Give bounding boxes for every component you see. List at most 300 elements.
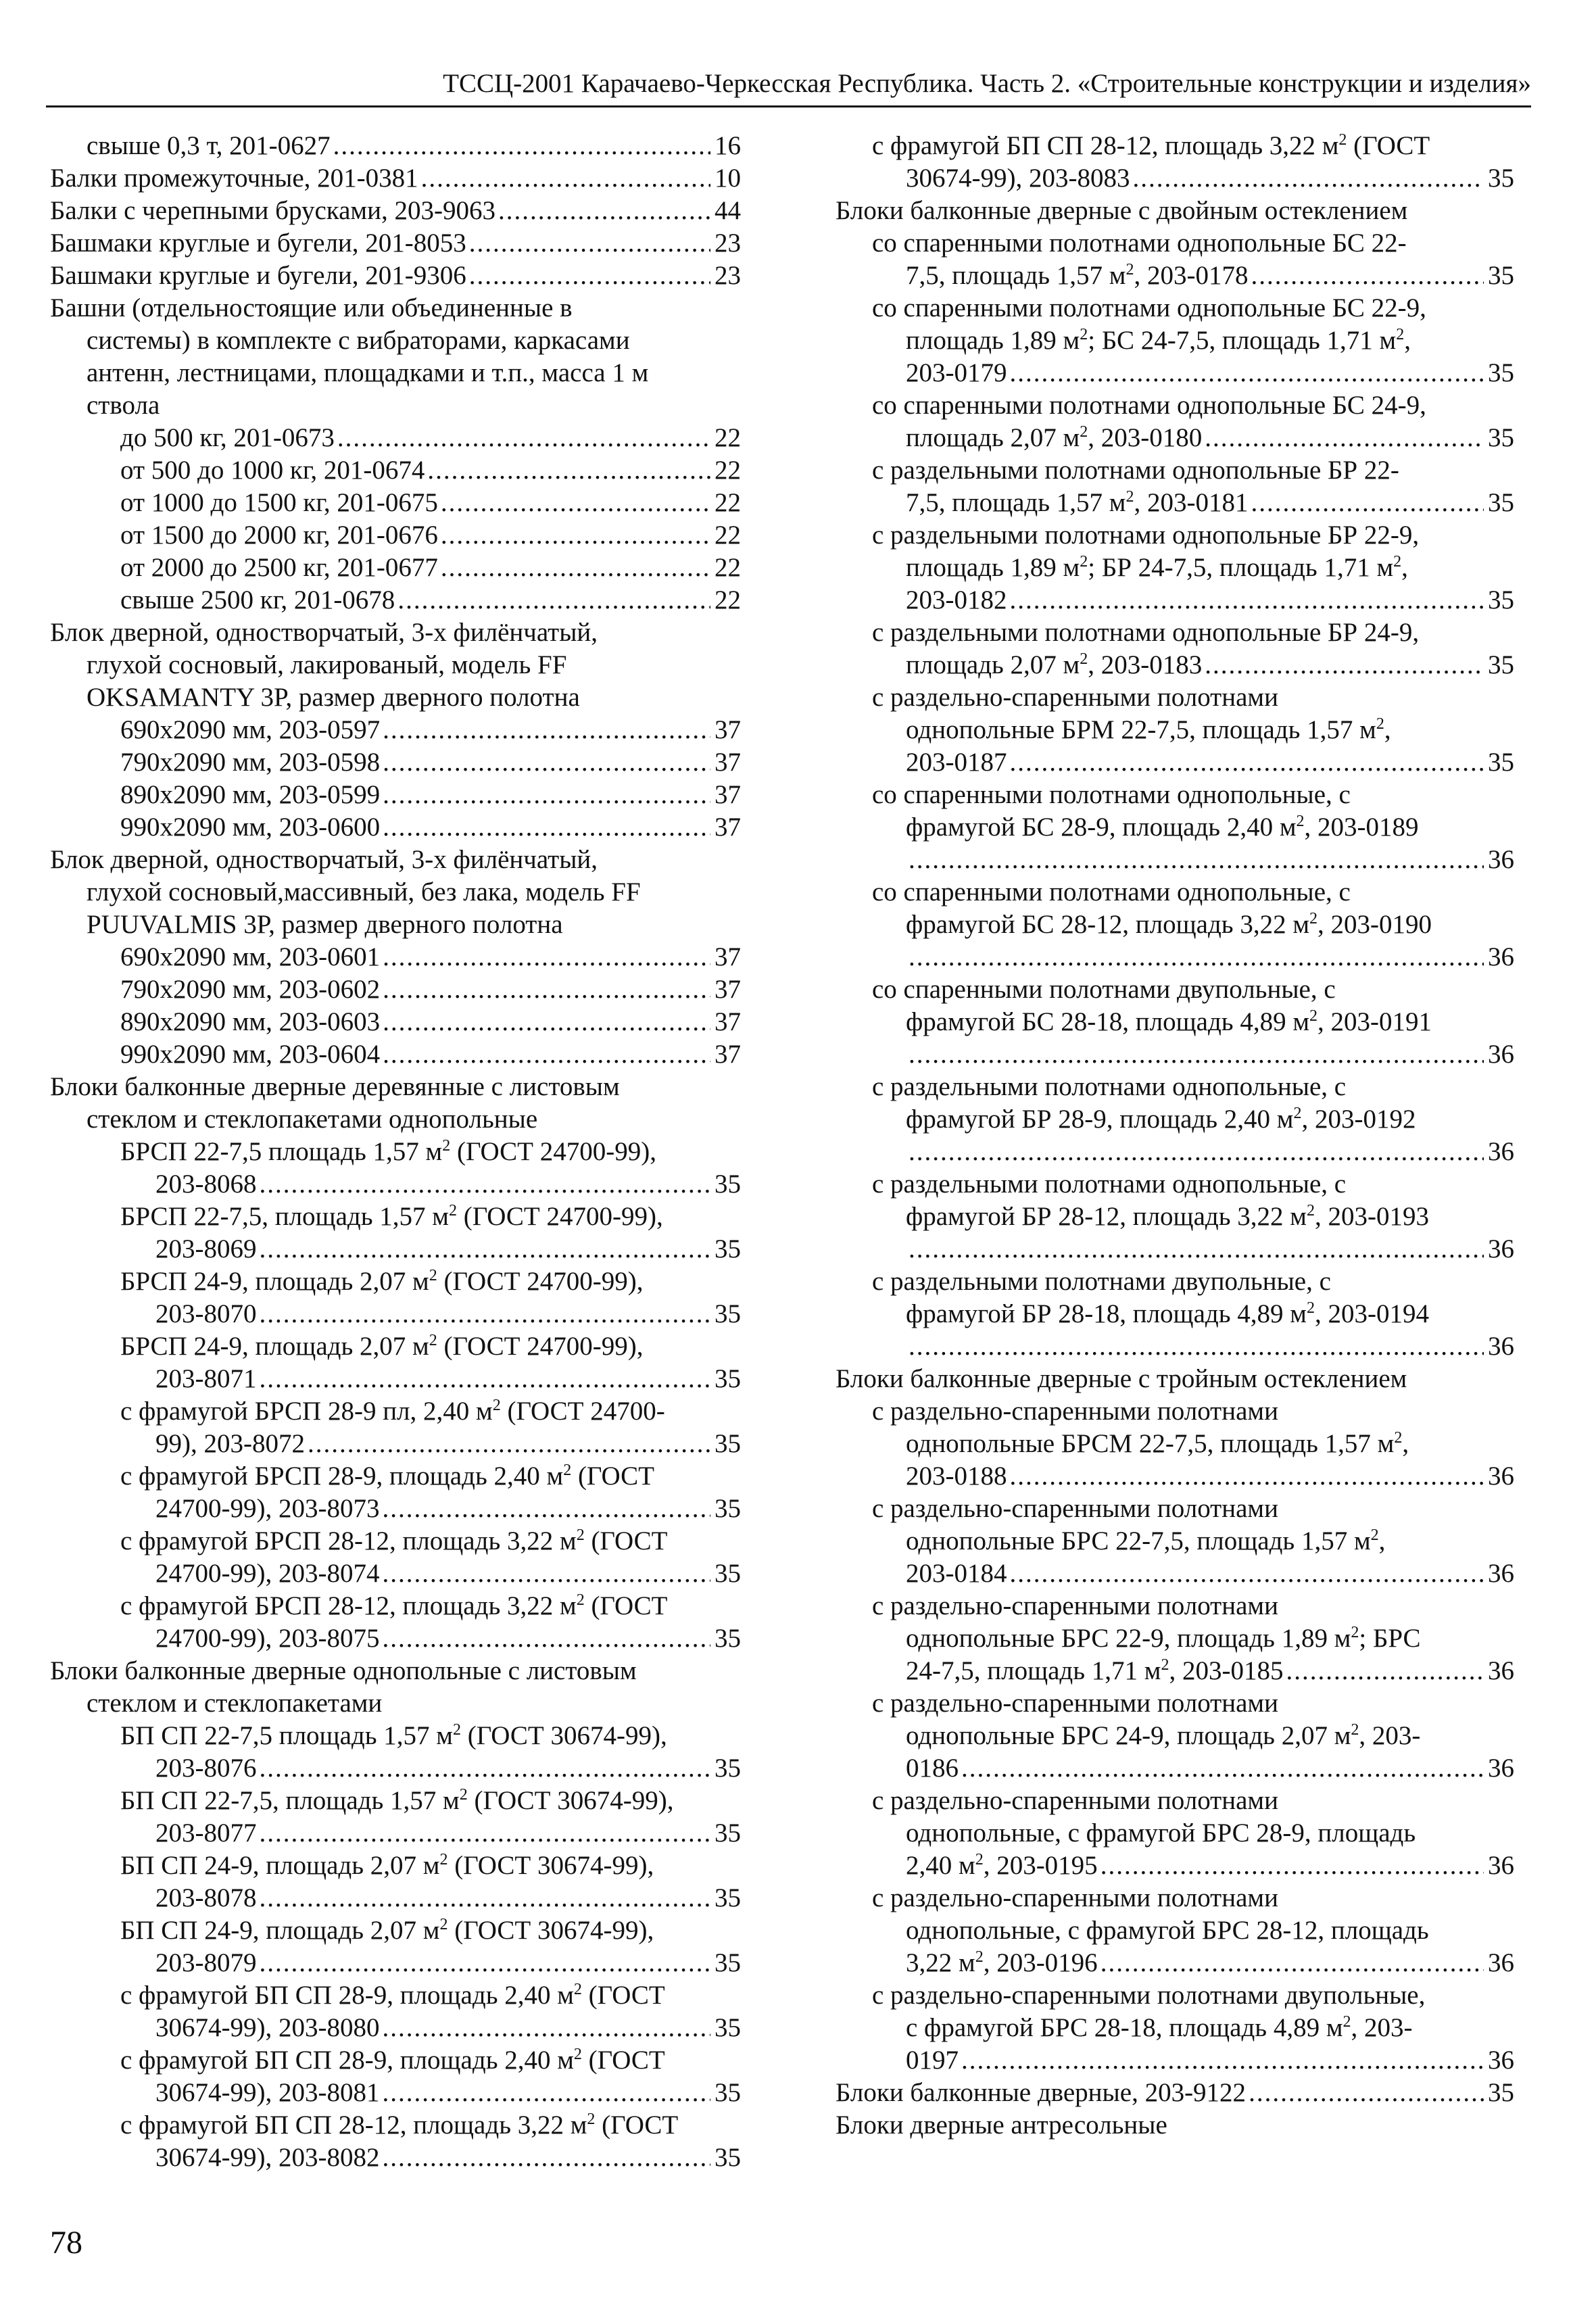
entry-label: Башмаки круглые и бугели, 201-8053 [50,228,466,258]
index-entry [50,2109,741,2174]
index-entry [50,454,741,487]
page-reference: 36 [1488,1559,1514,1588]
entry-leader-line [50,130,741,162]
dot-leader [382,2077,710,2109]
entry-text-line: со спаренными полотнами однопольные БС 22-9, [872,293,1426,322]
dot-leader [383,1038,710,1071]
entry-text-line: с фрамугой БП СП 28-12, площадь 3,22 $м^2$ (ГОСТ [120,2110,679,2140]
header-title: ТССЦ-2001 Карачаево-Черкесская Республика. Часть 2. «Строительные конструкции и изделия» [443,69,1531,98]
entry-text-line: PUUVALMIS 3P, размер дверного полотна [87,910,563,939]
index-entry [836,973,1514,1071]
page-reference: 36 [1488,1332,1514,1361]
index-entry [50,941,741,973]
entry-leader-line [836,1038,1514,1071]
entry-text-line: с фрамугой БРСП 28-9 пл, 2,40 $м^2$ (ГОСТ 24700- [120,1397,665,1426]
entry-leader-line [50,1558,741,1590]
entry-leader-line [836,162,1514,195]
page-reference: 36 [1488,1040,1514,1069]
page-reference: 22 [715,521,741,550]
page-reference: 22 [715,488,741,517]
entry-label: 990x2090 мм, 203-0600 [120,813,381,842]
entry-text-line: БРСП 24-9, площадь 2,07 $м^2$ (ГОСТ 24700-99), [120,1332,644,1361]
index-entry [836,292,1514,389]
entry-text-line: Блок дверной, одностворчатый, 3-х филёнчатый, [50,845,598,874]
index-entry [50,1265,741,1330]
dot-leader [498,195,710,227]
entry-label: 203-0187 [906,748,1007,777]
dot-leader [397,584,710,617]
page-reference: 35 [715,1948,741,1977]
entry-label: 24700-99), 203-8073 [155,1494,380,1523]
page-reference: 23 [715,261,741,290]
dot-leader [909,844,1484,876]
entry-text-line: БРСП 22-7,5, площадь 1,57 $м^2$ (ГОСТ 24700-99), [120,1202,663,1231]
index-entry [50,487,741,519]
entry-text-line: со спаренными полотнами однопольные, с [872,780,1351,809]
entry-leader-line [836,1655,1514,1687]
entry-text-line: БРСП 24-9, площадь 2,07 $м^2$ (ГОСТ 24700-99), [120,1267,644,1296]
index-entry [50,1720,741,1785]
dot-leader [260,1363,711,1395]
page-reference: 37 [715,813,741,842]
entry-leader-line [50,1622,741,1655]
entry-text-line: с раздельно-спаренными полотнами [872,683,1278,712]
entry-label: площадь 2,07 $м^2$, 203-0183 [906,650,1203,679]
index-entry [836,2077,1514,2109]
entry-text-line: с раздельно-спаренными полотнами двупольные, [872,1981,1426,2010]
entry-leader-line [50,973,741,1006]
entry-text-line: со спаренными полотнами двупольные, с [872,975,1336,1004]
entry-label: 30674-99), 203-8082 [155,2143,380,2172]
entry-leader-line [50,1817,741,1850]
entry-text-line: БРСП 22-7,5 площадь 1,57 $м^2$ (ГОСТ 24700-99), [120,1137,656,1166]
index-entry [50,779,741,811]
entry-label: 3,22 $м^2$, 203-0196 [906,1948,1098,1977]
entry-text-line: с раздельными полотнами однопольные БР 22- [872,456,1399,485]
entry-text-line: Блоки балконные дверные с тройным остеклением [836,1364,1407,1393]
index-entry [50,1136,741,1201]
page-reference: 44 [715,196,741,225]
entry-text-line: стеклом и стеклопакетами [87,1689,383,1718]
dot-leader [383,1006,710,1038]
index-entry [50,1590,741,1655]
entry-label: 203-0179 [906,358,1007,387]
page-reference: 37 [715,1040,741,1069]
entry-text-line: с раздельно-спаренными полотнами [872,1883,1278,1912]
index-entry [836,2109,1514,2142]
entry-text-line: стеклом и стеклопакетами однопольные [87,1105,538,1134]
index-entry [50,1979,741,2044]
page-reference: 36 [1488,1462,1514,1491]
dot-leader [383,941,710,973]
entry-label: от 500 до 1000 кг, 201-0674 [120,456,425,485]
entry-leader-line [50,1006,741,1038]
entry-text-line: Блоки балконные дверные деревянные с листовым [50,1072,620,1101]
entry-label: 690x2090 мм, 203-0601 [120,942,381,971]
index-entry [50,260,741,292]
entry-label: 24700-99), 203-8074 [155,1559,380,1588]
entry-text-line: площадь 1,89 $м^2$; БС 24-7,5, площадь 1,71 $м^2$, [906,326,1411,355]
page-reference: 35 [715,1818,741,1848]
dot-leader [469,260,710,292]
index-entry [836,389,1514,454]
entry-label: 203-8070 [155,1299,257,1328]
index-entry [836,1493,1514,1590]
page-reference: 35 [1488,164,1514,193]
dot-leader [909,1136,1484,1168]
dot-leader [909,1330,1484,1363]
index-column-right [836,130,1514,2142]
entry-text-line: фрамугой БР 28-9, площадь 2,40 $м^2$, 203-0192 [906,1105,1416,1134]
entry-leader-line [50,162,741,195]
entry-leader-line [50,227,741,260]
page-reference: 23 [715,228,741,258]
entry-label: 203-8077 [155,1818,257,1848]
dot-leader [1010,746,1484,779]
entry-text-line: глухой сосновый,массивный, без лака, модель FF [87,877,641,907]
dot-leader [427,454,710,487]
entry-text-line: с фрамугой БП СП 28-12, площадь 3,22 $м^2$ (ГОСТ [872,131,1430,160]
index-entry [836,1590,1514,1687]
entry-label: свыше 2500 кг, 201-0678 [120,585,395,614]
entry-leader-line [50,1493,741,1525]
index-entry [50,1006,741,1038]
entry-label: 0186 [906,1754,959,1783]
dot-leader [1251,487,1484,519]
entry-leader-line [50,1363,741,1395]
index-entry [836,1071,1514,1168]
entry-text-line: системы) в комплекте с вибраторами, каркасами [87,326,630,355]
index-entry [836,1882,1514,1979]
index-entry [50,422,741,454]
page-number: 78 [50,2225,82,2261]
dot-leader [383,714,710,746]
entry-leader-line [836,422,1514,454]
entry-leader-line [50,519,741,552]
entry-label: 7,5, площадь 1,57 $м^2$, 203-0181 [906,488,1249,517]
dot-leader [333,130,710,162]
entry-label: 7,5, площадь 1,57 $м^2$, 203-0178 [906,261,1249,290]
entry-text-line: с раздельными полотнами двупольные, с [872,1267,1331,1296]
index-entry [50,1785,741,1850]
entry-leader-line [50,1752,741,1785]
page-reference: 37 [715,942,741,971]
entry-leader-line [50,1298,741,1330]
page-reference: 37 [715,748,741,777]
index-entry [50,811,741,844]
entry-label: 203-8068 [155,1169,257,1199]
page-reference: 22 [715,423,741,452]
page-reference: 35 [1488,585,1514,614]
entry-leader-line [836,487,1514,519]
dot-leader [1010,1558,1484,1590]
dot-leader [1101,1947,1484,1979]
page-reference: 35 [1488,650,1514,679]
entry-label: 790x2090 мм, 203-0598 [120,748,381,777]
entry-label: 890x2090 мм, 203-0599 [120,780,381,809]
page-reference: 35 [715,1883,741,1912]
entry-text-line: с фрамугой БП СП 28-9, площадь 2,40 $м^2$ (ГОСТ [120,2046,665,2075]
index-entry [50,1071,741,1136]
index-column-left [50,130,741,2174]
page-reference: 36 [1488,1234,1514,1263]
dot-leader [382,1622,710,1655]
dot-leader [260,1947,711,1979]
entry-label: 30674-99), 203-8080 [155,2013,380,2042]
index-entry [50,617,741,714]
entry-label: свыше 0,3 т, 201-0627 [87,131,331,160]
page-reference: 35 [715,1364,741,1393]
dot-leader [1286,1655,1484,1687]
entry-label: 890x2090 мм, 203-0603 [120,1007,381,1036]
dot-leader [383,746,710,779]
entry-text-line: с раздельными полотнами однопольные, с [872,1072,1347,1101]
entry-text-line: Блоки балконные дверные с двойным остеклением [836,196,1408,225]
index-entry [50,973,741,1006]
dot-leader [260,1882,711,1914]
entry-label: 0197 [906,2046,959,2075]
index-entry [836,1687,1514,1785]
index-entry [50,714,741,746]
index-entry [836,681,1514,779]
page-reference: 35 [715,2013,741,2042]
entry-leader-line [836,1330,1514,1363]
page-reference: 35 [715,1299,741,1328]
entry-text-line: однопольные, с фрамугой БРС 28-9, площадь [906,1818,1416,1848]
page-reference: 36 [1488,942,1514,971]
entry-leader-line [836,1558,1514,1590]
page-reference: 22 [715,585,741,614]
entry-leader-line [50,454,741,487]
page-reference: 36 [1488,2046,1514,2075]
dot-leader [1010,357,1484,389]
page-reference: 35 [715,1624,741,1653]
page-reference: 35 [1488,488,1514,517]
entry-leader-line [50,779,741,811]
index-entry [836,454,1514,519]
entry-leader-line [50,584,741,617]
entry-label: 990x2090 мм, 203-0604 [120,1040,381,1069]
entry-leader-line [836,1947,1514,1979]
entry-text-line: фрамугой БР 28-12, площадь 3,22 $м^2$, 203-0193 [906,1202,1429,1231]
dot-leader [441,487,710,519]
index-entry [836,227,1514,292]
index-entry [50,130,741,162]
entry-text-line: со спаренными полотнами однопольные БС 22- [872,228,1407,258]
dot-leader [382,2142,710,2174]
index-entry [836,1363,1514,1395]
page-reference: 36 [1488,1948,1514,1977]
entry-text-line: однопольные БРСМ 22-7,5, площадь 1,57 $м^2$, [906,1429,1409,1458]
index-entry [836,519,1514,617]
dot-leader [469,227,710,260]
entry-leader-line [50,811,741,844]
entry-text-line: ствола [87,391,160,420]
entry-label: от 1500 до 2000 кг, 201-0676 [120,521,438,550]
dot-leader [1251,260,1484,292]
entry-label: 203-0188 [906,1462,1007,1491]
page-reference: 22 [715,553,741,582]
entry-leader-line [836,649,1514,681]
entry-text-line: со спаренными полотнами однопольные, с [872,877,1351,907]
entry-text-line: фрамугой БС 28-18, площадь 4,89 $м^2$, 203-0191 [906,1007,1432,1036]
entry-text-line: с раздельно-спаренными полотнами [872,1397,1278,1426]
entry-text-line: с раздельными полотнами однопольные, с [872,1169,1347,1199]
page-reference: 35 [715,1754,741,1783]
page-reference: 36 [1488,1754,1514,1783]
entry-text-line: с раздельно-спаренными полотнами [872,1689,1278,1718]
dot-leader [1010,584,1484,617]
entry-leader-line [50,487,741,519]
entry-leader-line [50,2142,741,2174]
entry-label: 203-8076 [155,1754,257,1783]
dot-leader [260,1168,711,1201]
index-entry [836,130,1514,195]
page-reference: 35 [1488,748,1514,777]
page-reference: 35 [715,2078,741,2107]
entry-leader-line [836,941,1514,973]
page-reference: 22 [715,456,741,485]
entry-leader-line [836,1850,1514,1882]
entry-leader-line [50,1233,741,1265]
index-entry [50,1038,741,1071]
entry-text-line: с фрамугой БРСП 28-9, площадь 2,40 $м^2$ (ГОСТ [120,1462,654,1491]
dot-leader [382,2012,710,2044]
entry-text-line: фрамугой БС 28-12, площадь 3,22 $м^2$, 203-0190 [906,910,1432,939]
entry-label: Блоки балконные дверные, 203-9122 [836,2078,1247,2107]
dot-leader [260,1298,711,1330]
entry-text-line: с раздельно-спаренными полотнами [872,1494,1278,1523]
entry-text-line: с раздельно-спаренными полотнами [872,1786,1278,1815]
entry-text-line: с раздельно-спаренными полотнами [872,1591,1278,1620]
entry-leader-line [50,422,741,454]
index-entry [836,617,1514,681]
page-reference: 35 [715,1234,741,1263]
entry-text-line: БП СП 22-7,5, площадь 1,57 $м^2$ (ГОСТ 30674-99), [120,1786,674,1815]
entry-label: Балки с черепными брусками, 203-9063 [50,196,495,225]
entry-leader-line [50,1947,741,1979]
dot-leader [1205,649,1484,681]
index-entry [836,1168,1514,1265]
index-entry [836,1785,1514,1882]
entry-leader-line [50,1428,741,1460]
dot-leader [260,1752,711,1785]
entry-label: 790x2090 мм, 203-0602 [120,975,381,1004]
entry-label: 30674-99), 203-8083 [906,164,1130,193]
entry-leader-line [836,2077,1514,2109]
index-entry [50,195,741,227]
entry-leader-line [50,941,741,973]
entry-leader-line [836,357,1514,389]
entry-leader-line [50,2012,741,2044]
entry-label: 30674-99), 203-8081 [155,2078,380,2107]
entry-leader-line [50,714,741,746]
entry-text-line: Блоки дверные антресольные [836,2110,1167,2140]
entry-text-line: БП СП 24-9, площадь 2,07 $м^2$ (ГОСТ 30674-99), [120,1916,654,1945]
dot-leader [260,1233,711,1265]
entry-text-line: однопольные БРС 24-9, площадь 2,07 $м^2$, 203- [906,1721,1421,1750]
index-entry [836,195,1514,227]
dot-leader [308,1428,710,1460]
index-entry [50,1460,741,1525]
entry-text-line: однопольные, с фрамугой БРС 28-12, площадь [906,1916,1429,1945]
entry-label: 203-8069 [155,1234,257,1263]
entry-leader-line [836,260,1514,292]
entry-label: 24-7,5, площадь 1,71 $м^2$, 203-0185 [906,1656,1284,1685]
dot-leader [909,1038,1484,1071]
index-entry [50,2044,741,2109]
entry-label: 24700-99), 203-8075 [155,1624,380,1653]
index-entry [50,1850,741,1914]
entry-leader-line [50,1038,741,1071]
entry-text-line: с фрамугой БРСП 28-12, площадь 3,22 $м^2$ (ГОСТ [120,1591,668,1620]
dot-leader [260,1817,711,1850]
page-reference: 35 [1488,358,1514,387]
page-reference: 36 [1488,845,1514,874]
page-reference: 35 [715,2143,741,2172]
index-entry [50,746,741,779]
index-entry [836,1979,1514,2077]
page-reference: 35 [715,1169,741,1199]
entry-text-line: БП СП 24-9, площадь 2,07 $м^2$ (ГОСТ 30674-99), [120,1851,654,1880]
dot-leader [337,422,710,454]
entry-leader-line [50,2077,741,2109]
entry-label: от 1000 до 1500 кг, 201-0675 [120,488,438,517]
page-reference: 35 [1488,2078,1514,2107]
entry-text-line: однопольные БРС 22-9, площадь 1,89 $м^2$; БРС [906,1624,1421,1653]
dot-leader [1101,1850,1484,1882]
entry-leader-line [836,584,1514,617]
entry-leader-line [50,1168,741,1201]
dot-leader [383,779,710,811]
entry-leader-line [836,844,1514,876]
dot-leader [961,2044,1484,2077]
page-reference: 37 [715,780,741,809]
dot-leader [382,1558,710,1590]
page-reference: 35 [715,1429,741,1458]
dot-leader [1010,1460,1484,1493]
page-reference: 16 [715,131,741,160]
index-entry [50,1201,741,1265]
index-entry [50,584,741,617]
entry-leader-line [836,1136,1514,1168]
entry-leader-line [836,746,1514,779]
entry-text-line: со спаренными полотнами однопольные БС 24-9, [872,391,1426,420]
entry-leader-line [836,2044,1514,2077]
dot-leader [909,941,1484,973]
index-entry [50,552,741,584]
index-entry [836,1395,1514,1493]
page-reference: 36 [1488,1137,1514,1166]
entry-text-line: OKSAMANTY 3P, размер дверного полотна [87,683,580,712]
index-entry [50,1914,741,1979]
entry-leader-line [836,1752,1514,1785]
dot-leader [441,552,710,584]
index-entry [836,1265,1514,1363]
index-entry [50,1395,741,1460]
entry-label: площадь 2,07 $м^2$, 203-0180 [906,423,1203,452]
entry-text-line: глухой сосновый, лакированый, модель FF [87,650,567,679]
entry-text-line: с раздельными полотнами однопольные БР 24-9, [872,618,1420,647]
page-reference: 35 [1488,261,1514,290]
entry-label: Башмаки круглые и бугели, 201-9306 [50,261,466,290]
index-entry [50,844,741,941]
entry-text-line: фрамугой БР 28-18, площадь 4,89 $м^2$, 203-0194 [906,1299,1429,1328]
dot-leader [1205,422,1484,454]
entry-label: от 2000 до 2500 кг, 201-0677 [120,553,438,582]
entry-label: 203-8071 [155,1364,257,1393]
index-entry [50,227,741,260]
